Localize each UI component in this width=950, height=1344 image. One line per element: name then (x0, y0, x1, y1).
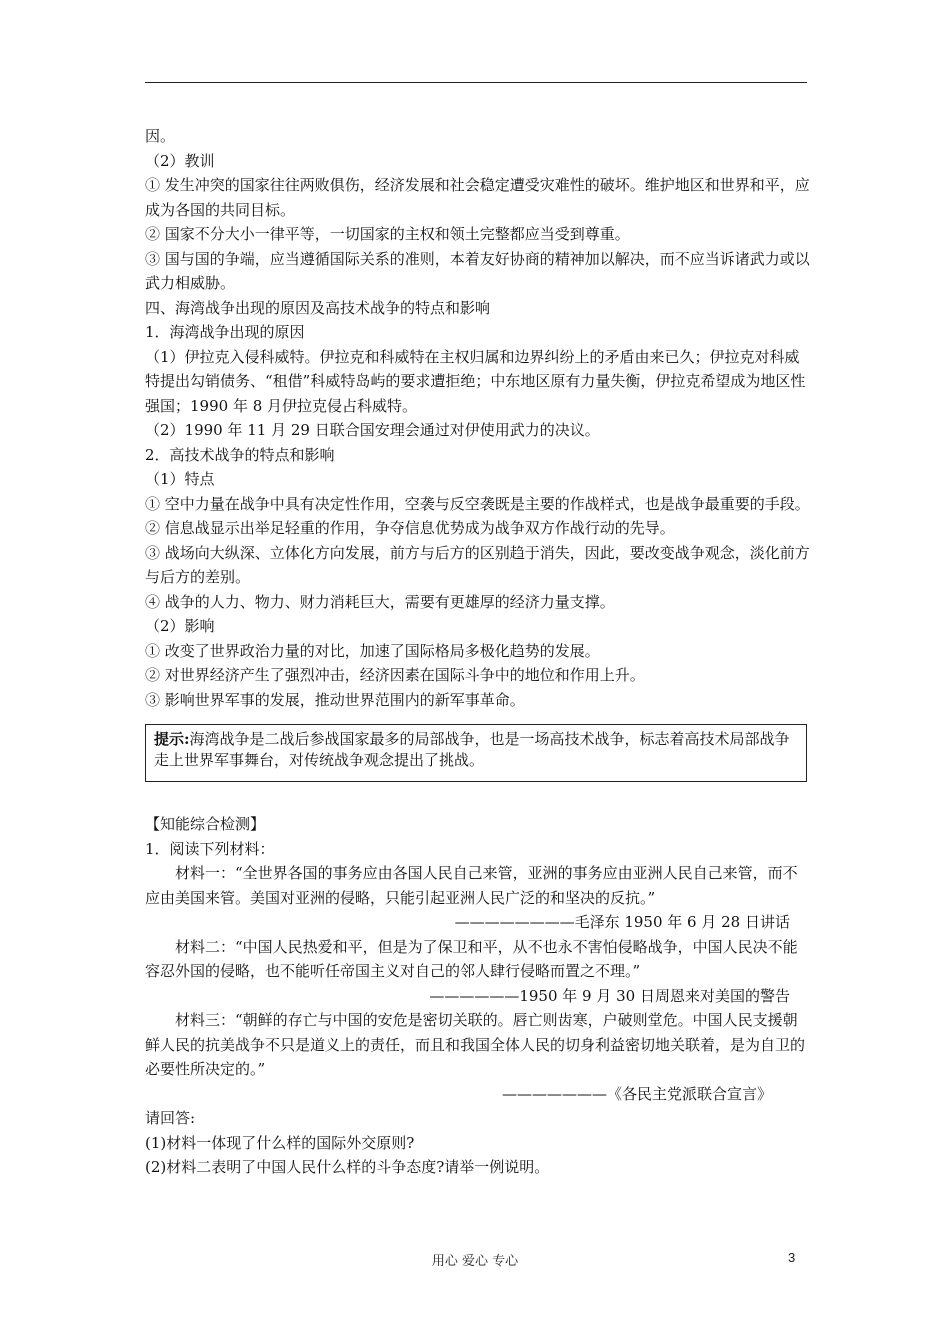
list-item: ② 国家不分大小一律平等，一切国家的主权和领土完整都应当受到尊重。 (145, 225, 630, 243)
spacer (145, 782, 810, 812)
list-item: ③ 战场向大纵深、立体化方向发展，前方与后方的区别趋于消失，因此，要改变战争观念，淡化前方与后方的差别。 (145, 543, 810, 586)
list-item: ② 对世界经济产生了强烈冲击，经济因素在国际斗争中的地位和作用上升。 (145, 666, 645, 684)
section-heading: 四、海湾战争出现的原因及高技术战争的特点和影响 (145, 298, 491, 317)
subheading: （1）特点 (145, 470, 215, 488)
list-item: ③ 影响世界军事的发展，推动世界范围内的新军事革命。 (145, 690, 525, 709)
tip-box (145, 724, 807, 782)
question-prompt: 1．阅读下列材料： (145, 839, 275, 858)
list-item: （2）1990 年 11 月 29 日联合国安理会通过对伊使用武力的决议。 (145, 421, 600, 439)
subheading: （2）影响 (145, 617, 215, 635)
exercise-heading: 【知能综合检测】 (145, 815, 266, 833)
list-item: ① 改变了世界政治力量的对比，加速了国际格局多极化趋势的发展。 (145, 641, 600, 660)
subheading-causes: 1．海湾战争出现的原因 (145, 323, 305, 341)
subheading-lessons: （2）教训 (145, 151, 215, 170)
list-item: ② 信息战显示出举足轻重的作用，争夺信息优势成为战争双方作战行动的先导。 (145, 519, 675, 537)
page-number: 3 (788, 1250, 796, 1265)
material-three-source: ———————《各民主党派联合宣言》 (501, 1084, 772, 1103)
material-one: 材料一：“全世界各国的事务应由各国人民自己来管，亚洲的事务应由亚洲人民自己来管，而不应由美国来管。美国对亚洲的侵略，只能引起亚洲人民广泛的和坚决的反抗。” (145, 864, 798, 907)
answer-prompt: 请回答: (145, 1109, 196, 1127)
tip-text: 海湾战争是二战后参战国家最多的局部战争，也是一场高技术战争，标志着高技术局部战争走上世界军事舞台，对传统战争观念提出了挑战。 (154, 730, 790, 769)
list-item: （1）伊拉克入侵科威特。伊拉克和科威特在主权归属和边界纠纷上的矛盾由来已久；伊拉克对科威特提出勾销债务、“租借”科威特岛屿的要求遭拒绝；中东地区原有力量失衡，伊拉克希望成为地区性强国；1990 年 8 月伊拉克侵占科威特。 (145, 347, 806, 415)
list-item: ① 发生冲突的国家往往两败俱伤，经济发展和社会稳定遭受灾难性的破坏。维护地区和世界和平，应成为各国的共同目标。 (145, 176, 810, 219)
body-content (145, 124, 810, 1180)
list-item: ③ 国与国的争端，应当遵循国际关系的准则，本着友好协商的精神加以解决，而不应当诉诸武力或以武力相威胁。 (145, 249, 810, 292)
text-line: 因。 (145, 127, 176, 145)
list-item: ④ 战争的人力、物力、财力消耗巨大，需要有更雄厚的经济力量支撑。 (145, 592, 615, 611)
material-one-source: ————————毛泽东 1950 年 6 月 28 日讲话 (454, 913, 790, 931)
subheading-features: 2．高技术战争的特点和影响 (145, 445, 335, 464)
material-two-source: ——————1950 年 9 月 30 日周恩来对美国的警告 (429, 986, 790, 1005)
question-item: (2)材料二表明了中国人民什么样的斗争态度?请举一例说明。 (145, 1158, 550, 1176)
header-rule (145, 82, 807, 83)
list-item: ① 空中力量在战争中具有决定性作用，空袭与反空袭既是主要的作战样式，也是战争最重要的手段。 (145, 494, 810, 513)
material-two: 材料二：“中国人民热爱和平，但是为了保卫和平，从不也永不害怕侵略战争，中国人民决不能容忍外国的侵略，也不能听任帝国主义对自己的邻人肆行侵略而置之不理。” (145, 937, 798, 980)
material-three: 材料三：“朝鲜的存亡与中国的安危是密切关联的。唇亡则齿寒，户破则堂危。中国人民支援朝鲜人民的抗美战争不只是道义上的责任，而且和我国全体人民的切身利益密切地关联着，是为自卫的必要性所决定的。” (145, 1011, 806, 1078)
footer-motto: 用心 爱心 专心 (431, 1254, 519, 1269)
tip-label: 提示: (154, 730, 190, 748)
question-item: (1)材料一体现了什么样的国际外交原则? (145, 1133, 415, 1152)
